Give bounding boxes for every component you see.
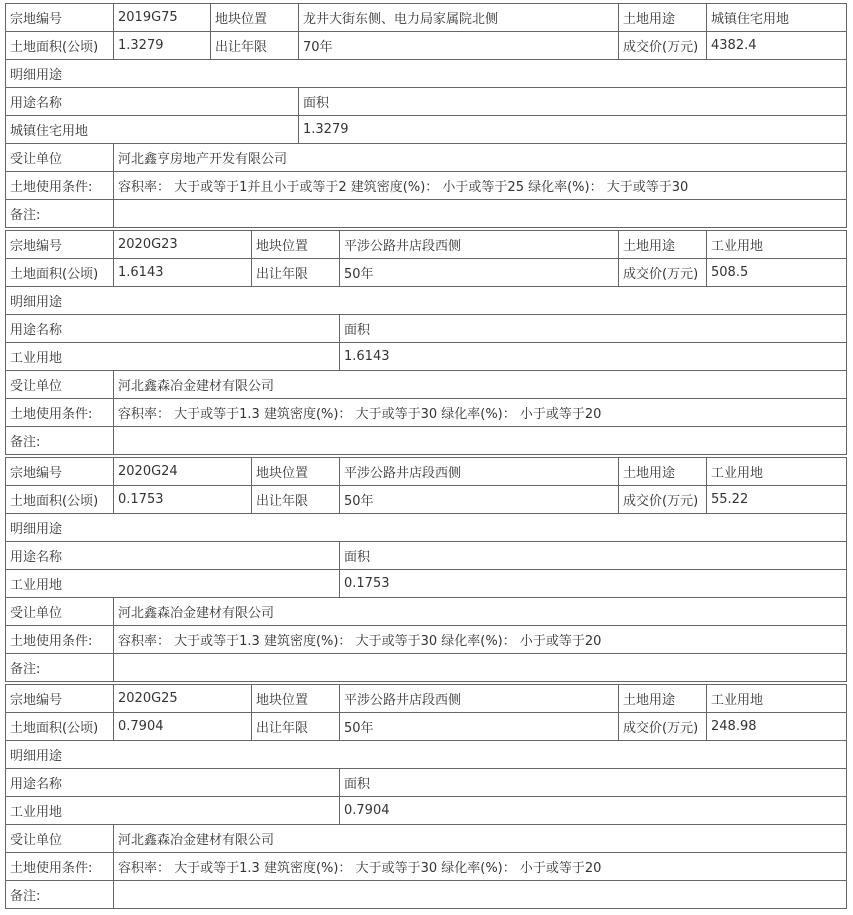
parcel-no-label: 宗地编号: [6, 685, 114, 713]
price-value: 508.5: [707, 259, 847, 287]
parcel-no-value: 2019G75: [114, 4, 211, 32]
detail-use-row: [6, 514, 847, 542]
detail-use-label: 明细用途: [6, 741, 847, 769]
detail-header-row: [6, 542, 847, 570]
area-value: 1.3279: [114, 32, 211, 60]
transferee-value: 河北鑫森冶金建材有限公司: [114, 598, 847, 626]
parcel-header-row: [6, 458, 847, 486]
use-name-label: 用途名称: [6, 88, 299, 116]
parcel-table: [5, 230, 847, 455]
location-value: 平涉公路井店段西侧: [340, 458, 619, 486]
detail-area-value: 1.3279: [299, 116, 847, 144]
area-label: 土地面积(公顷): [6, 32, 114, 60]
parcel-header-row: [6, 4, 847, 32]
detail-use-row: [6, 287, 847, 315]
parcel-area-row: [6, 259, 847, 287]
price-label: 成交价(万元): [619, 32, 707, 60]
parcel-header-row: [6, 231, 847, 259]
area-label: 土地面积(公顷): [6, 259, 114, 287]
parcel-no-value: 2020G23: [114, 231, 252, 259]
location-value: 平涉公路井店段西侧: [340, 231, 619, 259]
area-value: 1.6143: [114, 259, 252, 287]
location-label: 地块位置: [211, 4, 299, 32]
remarks-row: [6, 654, 847, 682]
land-use-label: 土地用途: [619, 4, 707, 32]
area-value: 0.7904: [114, 713, 252, 741]
remarks-row: [6, 881, 847, 909]
conditions-value: 容积率： 大于或等于1.3 建筑密度(%)： 大于或等于30 绿化率(%)： 小于或等于20: [114, 626, 847, 654]
transferee-row: [6, 144, 847, 172]
price-label: 成交价(万元): [619, 486, 707, 514]
conditions-label: 土地使用条件:: [6, 853, 114, 881]
use-name-label: 用途名称: [6, 542, 340, 570]
location-value: 平涉公路井店段西侧: [340, 685, 619, 713]
detail-value-row: [6, 343, 847, 371]
price-value: 248.98: [707, 713, 847, 741]
term-value: 70年: [299, 32, 619, 60]
transferee-label: 受让单位: [6, 598, 114, 626]
detail-area-value: 0.1753: [340, 570, 847, 598]
detail-area-value: 0.7904: [340, 797, 847, 825]
parcel-no-value: 2020G25: [114, 685, 252, 713]
conditions-row: [6, 853, 847, 881]
detail-header-row: [6, 88, 847, 116]
remarks-value: [114, 654, 847, 682]
price-value: 55.22: [707, 486, 847, 514]
transferee-value: 河北鑫森冶金建材有限公司: [114, 371, 847, 399]
location-value: 龙井大街东侧、电力局家属院北侧: [299, 4, 619, 32]
parcel-table: [5, 457, 847, 682]
detail-value-row: [6, 570, 847, 598]
land-use-label: 土地用途: [619, 231, 707, 259]
land-use-label: 土地用途: [619, 458, 707, 486]
parcel-no-label: 宗地编号: [6, 231, 114, 259]
parcel-header-row: [6, 685, 847, 713]
transferee-label: 受让单位: [6, 144, 114, 172]
detail-header-row: [6, 769, 847, 797]
conditions-value: 容积率： 大于或等于1.3 建筑密度(%)： 大于或等于30 绿化率(%)： 小于或等于20: [114, 399, 847, 427]
use-name-label: 用途名称: [6, 315, 340, 343]
parcel-area-row: [6, 486, 847, 514]
detail-use-row: [6, 60, 847, 88]
transferee-label: 受让单位: [6, 825, 114, 853]
conditions-row: [6, 172, 847, 200]
conditions-label: 土地使用条件:: [6, 172, 114, 200]
detail-use-label: 明细用途: [6, 60, 847, 88]
term-value: 50年: [340, 486, 619, 514]
remarks-value: [114, 200, 847, 228]
area-short-label: 面积: [340, 315, 847, 343]
land-use-value: 工业用地: [707, 685, 847, 713]
land-use-value: 工业用地: [707, 458, 847, 486]
location-label: 地块位置: [252, 685, 340, 713]
price-value: 4382.4: [707, 32, 847, 60]
detail-header-row: [6, 315, 847, 343]
detail-name-value: 工业用地: [6, 343, 340, 371]
area-value: 0.1753: [114, 486, 252, 514]
detail-name-value: 工业用地: [6, 797, 340, 825]
parcel-no-value: 2020G24: [114, 458, 252, 486]
area-short-label: 面积: [299, 88, 847, 116]
land-use-value: 工业用地: [707, 231, 847, 259]
parcel-area-row: [6, 713, 847, 741]
detail-value-row: [6, 797, 847, 825]
parcel-table: [5, 684, 847, 909]
price-label: 成交价(万元): [619, 259, 707, 287]
parcel-area-row: [6, 32, 847, 60]
parcel-no-label: 宗地编号: [6, 458, 114, 486]
detail-value-row: [6, 116, 847, 144]
remarks-label: 备注:: [6, 200, 114, 228]
conditions-row: [6, 399, 847, 427]
conditions-label: 土地使用条件:: [6, 399, 114, 427]
location-label: 地块位置: [252, 458, 340, 486]
remarks-label: 备注:: [6, 881, 114, 909]
detail-name-value: 工业用地: [6, 570, 340, 598]
conditions-row: [6, 626, 847, 654]
term-label: 出让年限: [211, 32, 299, 60]
term-value: 50年: [340, 259, 619, 287]
remarks-row: [6, 427, 847, 455]
term-value: 50年: [340, 713, 619, 741]
parcel-table: [5, 3, 847, 228]
detail-use-label: 明细用途: [6, 287, 847, 315]
land-use-value: 城镇住宅用地: [707, 4, 847, 32]
land-use-label: 土地用途: [619, 685, 707, 713]
transferee-row: [6, 598, 847, 626]
remarks-value: [114, 427, 847, 455]
area-label: 土地面积(公顷): [6, 486, 114, 514]
term-label: 出让年限: [252, 486, 340, 514]
detail-area-value: 1.6143: [340, 343, 847, 371]
remarks-label: 备注:: [6, 427, 114, 455]
price-label: 成交价(万元): [619, 713, 707, 741]
parcel-no-label: 宗地编号: [6, 4, 114, 32]
transferee-value: 河北鑫森冶金建材有限公司: [114, 825, 847, 853]
use-name-label: 用途名称: [6, 769, 340, 797]
transferee-value: 河北鑫亨房地产开发有限公司: [114, 144, 847, 172]
conditions-label: 土地使用条件:: [6, 626, 114, 654]
detail-use-label: 明细用途: [6, 514, 847, 542]
term-label: 出让年限: [252, 259, 340, 287]
location-label: 地块位置: [252, 231, 340, 259]
conditions-value: 容积率： 大于或等于1.3 建筑密度(%)： 大于或等于30 绿化率(%)： 小于或等于20: [114, 853, 847, 881]
detail-name-value: 城镇住宅用地: [6, 116, 299, 144]
transferee-row: [6, 825, 847, 853]
area-label: 土地面积(公顷): [6, 713, 114, 741]
area-short-label: 面积: [340, 769, 847, 797]
transferee-row: [6, 371, 847, 399]
detail-use-row: [6, 741, 847, 769]
term-label: 出让年限: [252, 713, 340, 741]
remarks-value: [114, 881, 847, 909]
transferee-label: 受让单位: [6, 371, 114, 399]
conditions-value: 容积率： 大于或等于1并且小于或等于2 建筑密度(%)： 小于或等于25 绿化率(%)： 大于或等于30: [114, 172, 847, 200]
remarks-row: [6, 200, 847, 228]
remarks-label: 备注:: [6, 654, 114, 682]
area-short-label: 面积: [340, 542, 847, 570]
